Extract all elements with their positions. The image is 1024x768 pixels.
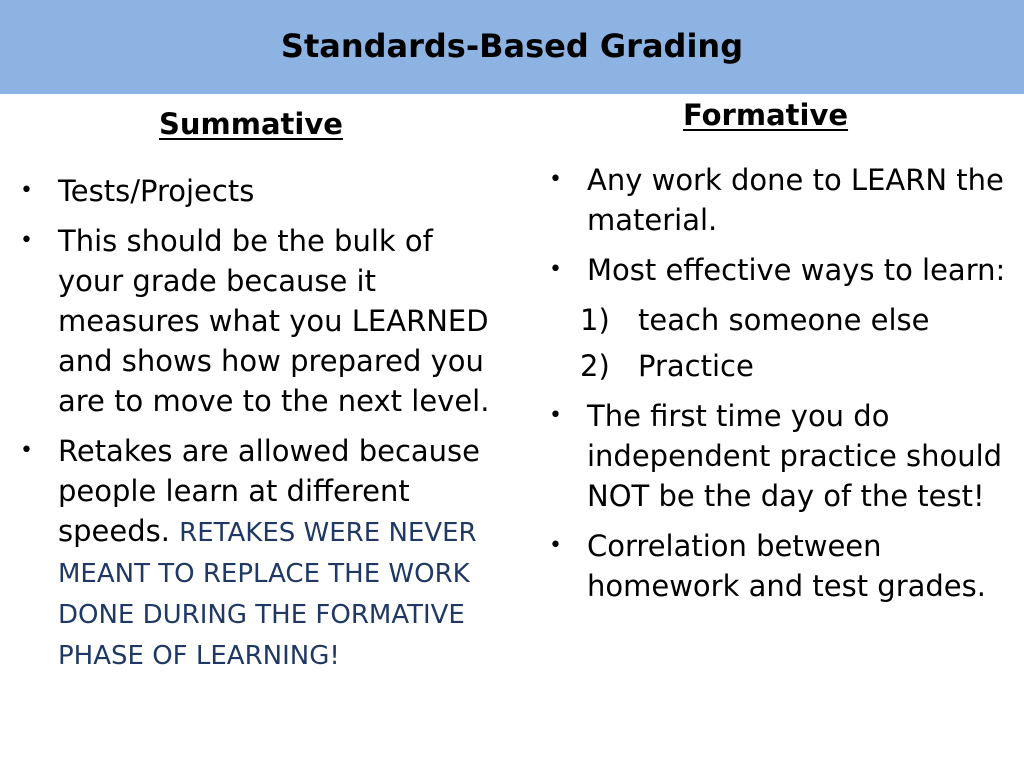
list-item-text: Any work done to LEARN the material. xyxy=(587,163,1004,237)
list-item xyxy=(16,221,496,421)
list-item xyxy=(545,526,1015,606)
list-item xyxy=(545,396,1015,516)
bullet-icon: • xyxy=(549,257,562,282)
bullet-icon: • xyxy=(549,533,562,558)
bullet-icon: • xyxy=(20,438,33,463)
bullet-icon: • xyxy=(20,228,33,253)
numbered-item xyxy=(545,300,1015,340)
bullet-icon: • xyxy=(549,167,562,192)
summative-heading: Summative xyxy=(159,107,343,141)
formative-heading: Formative xyxy=(683,98,849,132)
formative-list xyxy=(545,160,1015,616)
number-label: 1) xyxy=(580,303,610,337)
numbered-item xyxy=(545,346,1015,386)
list-item xyxy=(545,160,1015,240)
title-bar xyxy=(0,0,1024,94)
list-item xyxy=(16,431,496,675)
bullet-icon: • xyxy=(549,403,562,428)
list-item-text: Retakes are allowed because people learn at different speeds. xyxy=(58,434,480,548)
list-item-text: The first time you do independent practice should NOT be the day of the test! xyxy=(587,399,1003,513)
list-item-text: Correlation between homework and test grades. xyxy=(587,529,986,603)
list-item-text: This should be the bulk of your grade because it measures what you LEARNED and shows how prepared you are to move to the next level. xyxy=(58,224,490,418)
list-item-text: Most effective ways to learn: xyxy=(587,253,1006,287)
slide-title: Standards-Based Grading xyxy=(280,27,744,65)
list-item xyxy=(16,171,496,211)
numbered-item-text: Practice xyxy=(638,349,754,383)
list-item xyxy=(545,250,1015,290)
retakes-emphasis-text: RETAKES WERE NEVER MEANT TO REPLACE THE WORK DONE DURING THE FORMATIVE PHASE OF LEARNING! xyxy=(58,518,477,671)
number-label: 2) xyxy=(580,349,610,383)
numbered-item-text: teach someone else xyxy=(638,303,930,337)
summative-list xyxy=(16,171,496,685)
list-item-text: Tests/Projects xyxy=(58,174,255,208)
bullet-icon: • xyxy=(20,178,33,203)
